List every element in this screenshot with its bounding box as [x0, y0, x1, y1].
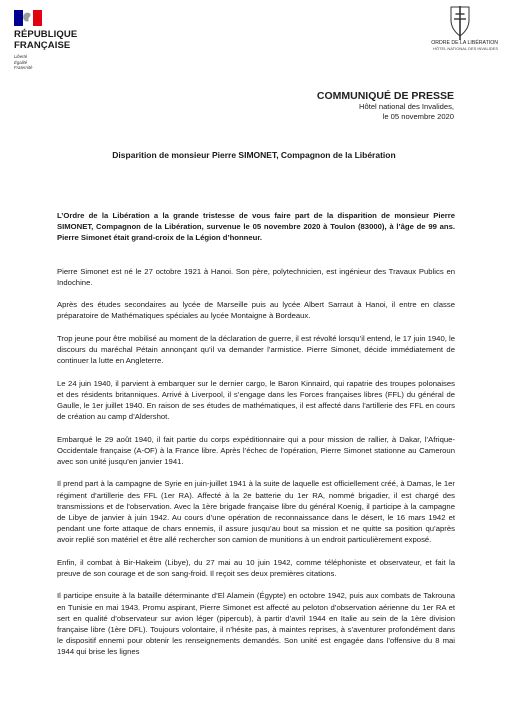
body-paragraph: Trop jeune pour être mobilisé au moment de la déclaration de guerre, il est révolté lorsqu’il entend, le 17 juin 1940, le discours du maréchal Pétain annonçant qu’il va demander l’armistice. Pierre Simonet, décide immédiatement de continuer la lutte en Angleterre. — [57, 333, 455, 366]
ordre-name: ORDRE DE LA LIBÉRATION — [431, 40, 498, 46]
republique-francaise-logo — [14, 10, 84, 71]
marianne-logo-icon — [14, 10, 42, 26]
body-paragraph: Il prend part à la campagne de Syrie en juin-juillet 1941 à la suite de laquelle est officiellement créé, à Damas, le 1er régiment d’artillerie des FFL (1er RA). Affecté à la 2e batterie du 1er RA, nommé brigadier, il est chargé des transmissions et de l’observation. Avec la 1ère brigade française libre du général Koenig, il participe à la campagne de Libye de janvier à juin 1942. Au cours d’une opération de reconnaissance dans le désert, le 16 mars 1942 et pendant une forte attaque de chars ennemis, il assure jusqu’au bout sa mission et ne quitte sa position qu’après avoir replié son matériel et être allé rechercher son camion de munitions à un endroit particulièrement exposé. — [57, 479, 455, 545]
press-release-header — [317, 90, 454, 122]
body-paragraph: Pierre Simonet est né le 27 octobre 1921 à Hanoi. Son père, polytechnicien, est ingénieur des Travaux Publics en Indochine. — [57, 266, 455, 287]
body-paragraph: Enfin, il combat à Bir-Hakeim (Libye), du 27 mai au 10 juin 1942, comme téléphoniste et observateur, et fait la preuve de son courage et de son sang-froid. Il reçoit ses deux premières citations. — [57, 557, 455, 578]
body-paragraph: Le 24 juin 1940, il parvient à embarquer sur le dernier cargo, le Baron Kinnaird, qui rapatrie des troupes polonaises et des résidents britanniques. Arrivé à Liverpool, il s’engage dans les Forces françaises libres (FFL) du général de Gaulle, le 1er juillet 1940. En raison de ses études de mathématiques, il est affecté dans l’artillerie des FFL en cours de création au camp d’Aldershot. — [57, 378, 455, 422]
press-release-location: Hôtel national des Invalides, — [359, 102, 454, 111]
republique-francaise-name: RÉPUBLIQUE FRANÇAISE — [14, 29, 78, 51]
subject-line: Disparition de monsieur Pierre SIMONET, Compagnon de la Libération — [112, 150, 396, 160]
body-paragraph: Il participe ensuite à la bataille déterminante d’El Alamein (Égypte) en octobre 1942, puis aux combats de Takrouna en Tunisie en mai 1943. Promu aspirant, Pierre Simonet est affecté au peloton d’observation aérienne du 1er RA et sert en qualité d’observateur sur avion léger (pipercub), à partir d’avril 1944 en Italie au sein de la 1ère division française libre (1ère DFL). Toujours volontaire, il n’hésite pas, à maintes reprises, à s’aventurer profondément dans le dispositif ennemi pour obtenir les renseignements demandés. Son unité est engagée dans l’offensive du 8 mai 1944 qui brise les lignes — [57, 591, 455, 657]
press-release-body — [57, 210, 455, 669]
ordre-subtitle: HÔTEL NATIONAL DES INVALIDES — [433, 46, 498, 51]
press-release-title: COMMUNIQUÉ DE PRESSE — [316, 90, 454, 102]
body-paragraph: Après des études secondaires au lycée de Marseille puis au lycée Albert Sarraut à Hanoi, il entre en classe préparatoire de Mathématiques spéciales au lycée Montaigne à Bordeaux. — [57, 300, 455, 321]
lead-paragraph: L’Ordre de la Libération a la grande tristesse de vous faire part de la disparition de monsieur Pierre SIMONET, Compagnon de la Libération, survenue le 05 novembre 2020 à Toulon (83000), à l’âge de 99 ans. Pierre Simonet était grand-croix de la Légion d’honneur. — [57, 211, 455, 243]
ordre-de-la-liberation-logo — [422, 6, 498, 52]
body-paragraph: Embarqué le 29 août 1940, il fait partie du corps expéditionnaire qui a pour mission de rallier, à Dakar, l’Afrique-Occidentale française (A-OF) à la France libre. Après l’échec de l’opération, Pierre Simonet stationne au Cameroun avec son unité jusqu’en janvier 1941. — [57, 434, 455, 466]
press-release-date: le 05 novembre 2020 — [382, 112, 454, 121]
republique-motto: Liberté Égalité Fraternité — [14, 54, 33, 70]
